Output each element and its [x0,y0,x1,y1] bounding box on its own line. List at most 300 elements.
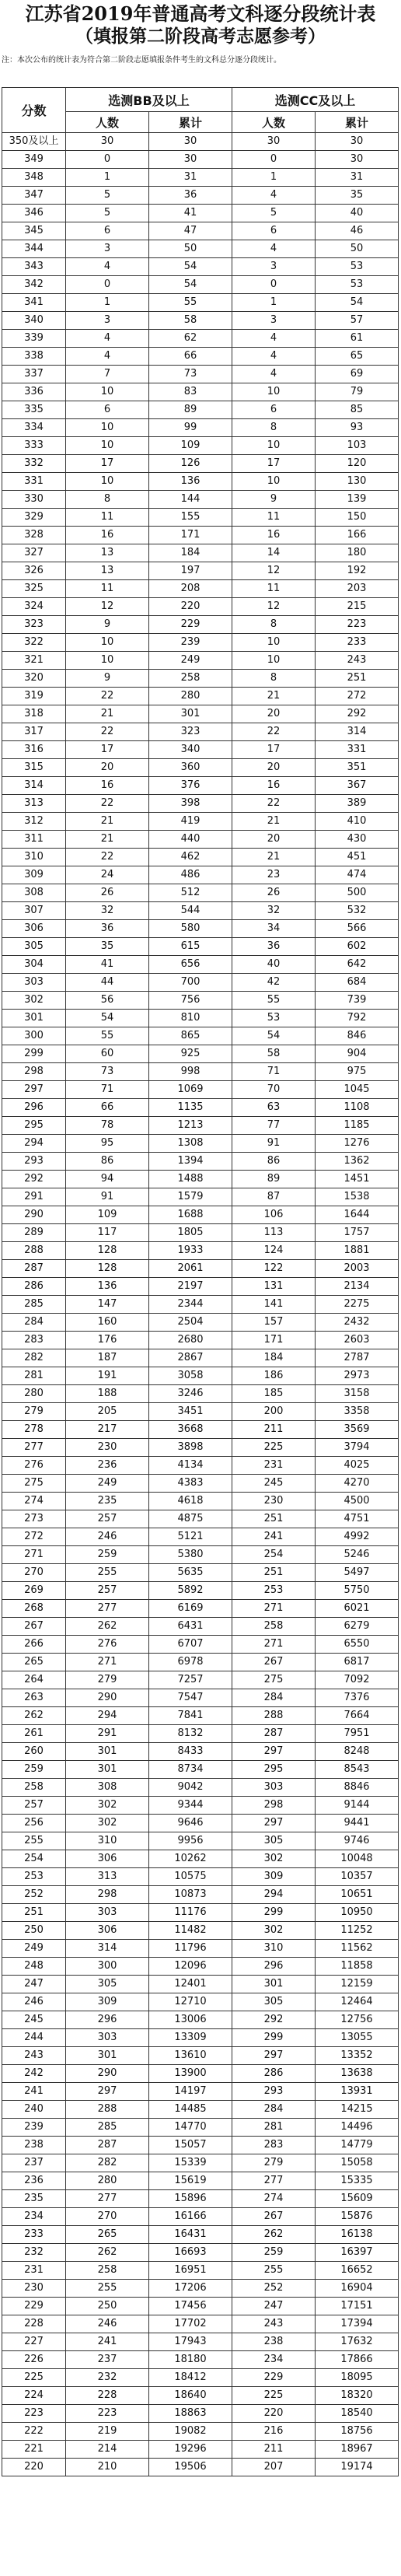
score-cell: 340 [2,312,66,330]
score-cell: 288 [2,1242,66,1260]
cc-cumulative-cell: 3794 [316,1439,399,1457]
bb-cumulative-cell: 13006 [149,2011,232,2029]
bb-cumulative-cell: 126 [149,455,232,473]
bb-cumulative-cell: 89 [149,401,232,419]
cc-count-cell: 281 [232,2119,316,2137]
bb-count-cell: 296 [66,2011,149,2029]
bb-count-cell: 308 [66,1779,149,1797]
bb-count-cell: 17 [66,455,149,473]
bb-count-header: 人数 [66,112,149,133]
table-row [2,2441,399,2459]
score-cell: 295 [2,1117,66,1135]
table-row [2,1260,399,1278]
bb-count-cell: 128 [66,1242,149,1260]
bb-count-cell: 277 [66,1600,149,1618]
cc-count-cell: 279 [232,2154,316,2172]
bb-cumulative-cell: 1308 [149,1135,232,1153]
cc-count-cell: 255 [232,2262,316,2280]
score-cell: 264 [2,1671,66,1689]
bb-cumulative-cell: 376 [149,777,232,795]
cc-cumulative-cell: 69 [316,366,399,383]
table-row [2,2137,399,2154]
score-cell: 345 [2,222,66,240]
bb-count-cell: 21 [66,813,149,831]
bb-cumulative-cell: 41 [149,205,232,222]
score-cell: 318 [2,705,66,723]
cc-count-cell: 283 [232,2137,316,2154]
bb-cumulative-cell: 14197 [149,2083,232,2101]
table-row [2,1045,399,1063]
score-cell: 253 [2,1868,66,1886]
table-row [2,1224,399,1242]
bb-count-cell: 10 [66,473,149,491]
cc-count-cell: 295 [232,1761,316,1779]
bb-cumulative-cell: 2197 [149,1278,232,1296]
cc-count-cell: 216 [232,2423,316,2441]
cc-cumulative-cell: 15335 [316,2172,399,2190]
cc-count-cell: 4 [232,348,316,366]
bb-cumulative-cell: 155 [149,509,232,527]
cc-count-cell: 4 [232,330,316,348]
bb-cumulative-cell: 258 [149,670,232,688]
table-row [2,1707,399,1725]
table-row [2,2011,399,2029]
bb-count-cell: 223 [66,2405,149,2423]
bb-cumulative-cell: 13610 [149,2047,232,2065]
table-row [2,1868,399,1886]
bb-count-cell: 55 [66,1027,149,1045]
bb-count-cell: 250 [66,2298,149,2315]
cc-count-cell: 40 [232,956,316,974]
cc-count-cell: 234 [232,2351,316,2369]
cc-count-cell: 238 [232,2333,316,2351]
score-cell: 252 [2,1886,66,1904]
bb-count-cell: 265 [66,2226,149,2244]
table-row [2,2226,399,2244]
cc-cumulative-cell: 18095 [316,2369,399,2387]
cc-count-cell: 297 [232,2047,316,2065]
cc-cumulative-cell: 6021 [316,1600,399,1618]
table-row [2,330,399,348]
bb-cumulative-cell: 58 [149,312,232,330]
table-row [2,1600,399,1618]
bb-count-cell: 306 [66,1922,149,1940]
cc-cumulative-cell: 17632 [316,2333,399,2351]
cc-cumulative-cell: 13638 [316,2065,399,2083]
table-row [2,1654,399,1671]
table-row [2,1761,399,1779]
cc-count-cell: 251 [232,1510,316,1528]
cc-cumulative-cell: 53 [316,276,399,294]
table-row [2,240,399,258]
bb-cumulative-cell: 3451 [149,1403,232,1421]
cc-cumulative-cell: 2275 [316,1296,399,1314]
cc-count-cell: 200 [232,1403,316,1421]
table-row [2,2459,399,2476]
cc-cumulative-cell: 14215 [316,2101,399,2119]
cc-count-cell: 14 [232,544,316,562]
bb-cumulative-cell: 220 [149,598,232,616]
bb-cumulative-cell: 6978 [149,1654,232,1671]
table-row [2,2369,399,2387]
bb-count-cell: 176 [66,1332,149,1349]
cc-cumulative-cell: 6550 [316,1636,399,1654]
cc-count-cell: 20 [232,705,316,723]
bb-count-cell: 302 [66,1815,149,1832]
bb-count-cell: 313 [66,1868,149,1886]
table-row [2,866,399,884]
cc-count-cell: 54 [232,1027,316,1045]
cc-count-cell: 17 [232,455,316,473]
bb-cumulative-cell: 1488 [149,1171,232,1188]
score-cell: 302 [2,992,66,1010]
bb-count-cell: 271 [66,1654,149,1671]
bb-cumulative-cell: 17943 [149,2333,232,2351]
bb-count-cell: 4 [66,330,149,348]
bb-count-cell: 305 [66,1976,149,1993]
cc-cumulative-cell: 566 [316,920,399,938]
score-column-header: 分数 [2,88,66,133]
table-row [2,2423,399,2441]
cc-cumulative-cell: 243 [316,652,399,670]
cc-cumulative-cell: 367 [316,777,399,795]
cc-count-cell: 211 [232,1421,316,1439]
table-row [2,1099,399,1117]
bb-count-cell: 303 [66,1904,149,1922]
bb-cumulative-cell: 30 [149,151,232,169]
bb-cumulative-cell: 1069 [149,1081,232,1099]
bb-count-cell: 16 [66,777,149,795]
table-row [2,1922,399,1940]
table-row [2,312,399,330]
table-row [2,491,399,509]
table-row [2,1976,399,1993]
bb-count-cell: 285 [66,2119,149,2137]
cc-cumulative-cell: 430 [316,831,399,849]
bb-count-cell: 22 [66,849,149,866]
cc-count-cell: 8 [232,419,316,437]
bb-cumulative-cell: 998 [149,1063,232,1081]
group-bb-header: 选测BB及以上 [66,88,232,112]
cc-count-cell: 91 [232,1135,316,1153]
bb-count-cell: 4 [66,258,149,276]
cc-cumulative-cell: 19174 [316,2459,399,2476]
score-cell: 235 [2,2190,66,2208]
bb-count-cell: 249 [66,1475,149,1493]
bb-cumulative-cell: 8132 [149,1725,232,1743]
bb-count-cell: 287 [66,2137,149,2154]
bb-count-cell: 309 [66,1993,149,2011]
bb-cumulative-cell: 30 [149,133,232,151]
bb-count-cell: 257 [66,1582,149,1600]
table-row [2,849,399,866]
bb-count-cell: 228 [66,2387,149,2405]
bb-count-cell: 41 [66,956,149,974]
bb-cumulative-cell: 323 [149,723,232,741]
score-cell: 230 [2,2280,66,2298]
bb-count-cell: 258 [66,2262,149,2280]
cc-count-cell: 42 [232,974,316,992]
score-cell: 297 [2,1081,66,1099]
table-row [2,1296,399,1314]
table-row [2,294,399,312]
cc-cumulative-cell: 6817 [316,1654,399,1671]
bb-count-cell: 291 [66,1725,149,1743]
bb-count-cell: 160 [66,1314,149,1332]
cc-cumulative-cell: 10048 [316,1850,399,1868]
score-cell: 281 [2,1367,66,1385]
bb-count-cell: 188 [66,1385,149,1403]
cc-cumulative-cell: 40 [316,205,399,222]
table-row [2,1314,399,1332]
cc-count-cell: 254 [232,1546,316,1564]
table-row [2,1367,399,1385]
score-cell: 229 [2,2298,66,2315]
cc-cumulative-cell: 11858 [316,1958,399,1976]
cc-count-cell: 220 [232,2405,316,2423]
bb-cumulative-cell: 14485 [149,2101,232,2119]
cc-cumulative-cell: 15058 [316,2154,399,2172]
score-cell: 228 [2,2315,66,2333]
cc-cumulative-cell: 18756 [316,2423,399,2441]
cc-cumulative-cell: 13931 [316,2083,399,2101]
table-row [2,723,399,741]
score-cell: 273 [2,1510,66,1528]
cc-cumulative-cell: 18320 [316,2387,399,2405]
cc-count-cell: 229 [232,2369,316,2387]
score-cell: 349 [2,151,66,169]
cc-count-cell: 4 [232,187,316,205]
cc-cumulative-cell: 1881 [316,1242,399,1260]
table-row [2,509,399,527]
cc-count-cell: 10 [232,652,316,670]
table-row [2,1510,399,1528]
score-cell: 232 [2,2244,66,2262]
table-row [2,1171,399,1188]
bb-cumulative-cell: 83 [149,383,232,401]
score-cell: 237 [2,2154,66,2172]
cc-cumulative-cell: 18967 [316,2441,399,2459]
cc-cumulative-cell: 1451 [316,1171,399,1188]
bb-count-cell: 66 [66,1099,149,1117]
bb-cumulative-cell: 18412 [149,2369,232,2387]
cc-cumulative-cell: 10357 [316,1868,399,1886]
score-cell: 248 [2,1958,66,1976]
bb-count-cell: 21 [66,831,149,849]
cc-cumulative-cell: 14496 [316,2119,399,2137]
bb-count-cell: 276 [66,1636,149,1654]
bb-cumulative-cell: 13309 [149,2029,232,2047]
cc-cumulative-cell: 192 [316,562,399,580]
table-row [2,222,399,240]
cc-count-cell: 253 [232,1582,316,1600]
table-row [2,580,399,598]
score-cell: 336 [2,383,66,401]
score-cell: 263 [2,1689,66,1707]
bb-count-cell: 280 [66,2172,149,2190]
score-cell: 274 [2,1493,66,1510]
cc-count-cell: 10 [232,437,316,455]
table-row [2,1618,399,1636]
score-cell: 224 [2,2387,66,2405]
table-row [2,1081,399,1099]
bb-cumulative-cell: 15619 [149,2172,232,2190]
bb-cumulative-cell: 9956 [149,1832,232,1850]
cc-count-cell: 207 [232,2459,316,2476]
table-row [2,383,399,401]
score-cell: 308 [2,884,66,902]
bb-cumulative-cell: 19506 [149,2459,232,2476]
table-row [2,2298,399,2315]
bb-count-cell: 3 [66,240,149,258]
cc-cumulative-cell: 7664 [316,1707,399,1725]
bb-cumulative-cell: 810 [149,1010,232,1027]
score-cell: 223 [2,2405,66,2423]
table-row [2,688,399,705]
cc-count-cell: 30 [232,133,316,151]
bb-cumulative-cell: 13900 [149,2065,232,2083]
cc-count-cell: 296 [232,1958,316,1976]
bb-cumulative-cell: 486 [149,866,232,884]
bb-cumulative-cell: 16166 [149,2208,232,2226]
bb-count-cell: 270 [66,2208,149,2226]
cc-count-cell: 113 [232,1224,316,1242]
bb-cumulative-cell: 12401 [149,1976,232,1993]
bb-cumulative-cell: 544 [149,902,232,920]
bb-count-cell: 11 [66,580,149,598]
cc-cumulative-cell: 166 [316,527,399,544]
score-cell: 246 [2,1993,66,2011]
cc-count-cell: 297 [232,1743,316,1761]
cc-count-cell: 10 [232,473,316,491]
score-cell: 300 [2,1027,66,1045]
bb-cumulative-cell: 171 [149,527,232,544]
score-cell: 233 [2,2226,66,2244]
bb-count-cell: 235 [66,1493,149,1510]
score-cell: 327 [2,544,66,562]
cc-count-cell: 251 [232,1564,316,1582]
bb-cumulative-cell: 756 [149,992,232,1010]
cc-count-cell: 70 [232,1081,316,1099]
table-row [2,1564,399,1582]
cc-cumulative-cell: 5497 [316,1564,399,1582]
table-row [2,1349,399,1367]
bb-cumulative-cell: 11176 [149,1904,232,1922]
bb-count-cell: 32 [66,902,149,920]
cc-count-cell: 3 [232,258,316,276]
bb-cumulative-cell: 9042 [149,1779,232,1797]
score-cell: 329 [2,509,66,527]
cc-count-cell: 141 [232,1296,316,1314]
cc-cumulative-cell: 16138 [316,2226,399,2244]
table-row [2,419,399,437]
score-cell: 268 [2,1600,66,1618]
cc-cumulative-cell: 792 [316,1010,399,1027]
cc-count-cell: 26 [232,884,316,902]
cc-count-cell: 262 [232,2226,316,2244]
cc-cumulative-cell: 251 [316,670,399,688]
table-row [2,2190,399,2208]
bb-count-cell: 11 [66,509,149,527]
table-row [2,2262,399,2280]
cc-cumulative-cell: 846 [316,1027,399,1045]
score-cell: 243 [2,2047,66,2065]
cc-cumulative-cell: 1362 [316,1153,399,1171]
score-cell: 314 [2,777,66,795]
bb-count-cell: 191 [66,1367,149,1385]
cc-count-cell: 271 [232,1636,316,1654]
score-cell: 290 [2,1206,66,1224]
table-row [2,1153,399,1171]
bb-count-cell: 13 [66,562,149,580]
cc-count-cell: 53 [232,1010,316,1027]
table-row [2,2101,399,2119]
table-row [2,437,399,455]
cc-cumulative-cell: 2003 [316,1260,399,1278]
cc-count-cell: 87 [232,1188,316,1206]
bb-count-cell: 94 [66,1171,149,1188]
cc-cumulative-cell: 16904 [316,2280,399,2298]
bb-cumulative-cell: 136 [149,473,232,491]
score-cell: 285 [2,1296,66,1314]
bb-count-cell: 314 [66,1940,149,1958]
cc-cumulative-cell: 54 [316,294,399,312]
bb-cumulative-cell: 184 [149,544,232,562]
table-row [2,1725,399,1743]
score-cell: 305 [2,938,66,956]
bb-count-cell: 246 [66,2315,149,2333]
bb-cumulative-cell: 580 [149,920,232,938]
cc-cumulative-cell: 13352 [316,2047,399,2065]
bb-cumulative-cell: 1579 [149,1188,232,1206]
table-row [2,1636,399,1654]
cc-count-cell: 302 [232,1922,316,1940]
cc-count-cell: 16 [232,777,316,795]
score-cell: 227 [2,2333,66,2351]
cc-cumulative-cell: 7951 [316,1725,399,1743]
bb-cumulative-cell: 109 [149,437,232,455]
bb-count-cell: 35 [66,938,149,956]
cc-count-cell: 20 [232,759,316,777]
cc-cumulative-cell: 93 [316,419,399,437]
cc-count-cell: 284 [232,1689,316,1707]
bb-cumulative-cell: 16431 [149,2226,232,2244]
score-cell: 343 [2,258,66,276]
bb-cumulative-cell: 3246 [149,1385,232,1403]
bb-cumulative-cell: 15896 [149,2190,232,2208]
bb-cumulative-cell: 419 [149,813,232,831]
bb-count-cell: 237 [66,2351,149,2369]
table-row [2,1546,399,1564]
table-row [2,1188,399,1206]
table-row [2,1242,399,1260]
bb-count-cell: 297 [66,2083,149,2101]
table-row [2,974,399,992]
cc-cumulative-cell: 215 [316,598,399,616]
bb-count-cell: 36 [66,920,149,938]
cc-count-cell: 305 [232,1993,316,2011]
cc-cumulative-cell: 16397 [316,2244,399,2262]
cc-cumulative-cell: 5246 [316,1546,399,1564]
bb-cumulative-cell: 73 [149,366,232,383]
table-row [2,992,399,1010]
cc-cumulative-cell: 17866 [316,2351,399,2369]
table-row [2,1958,399,1976]
score-cell: 271 [2,1546,66,1564]
bb-cumulative-cell: 462 [149,849,232,866]
table-row [2,1385,399,1403]
cc-cumulative-cell: 61 [316,330,399,348]
